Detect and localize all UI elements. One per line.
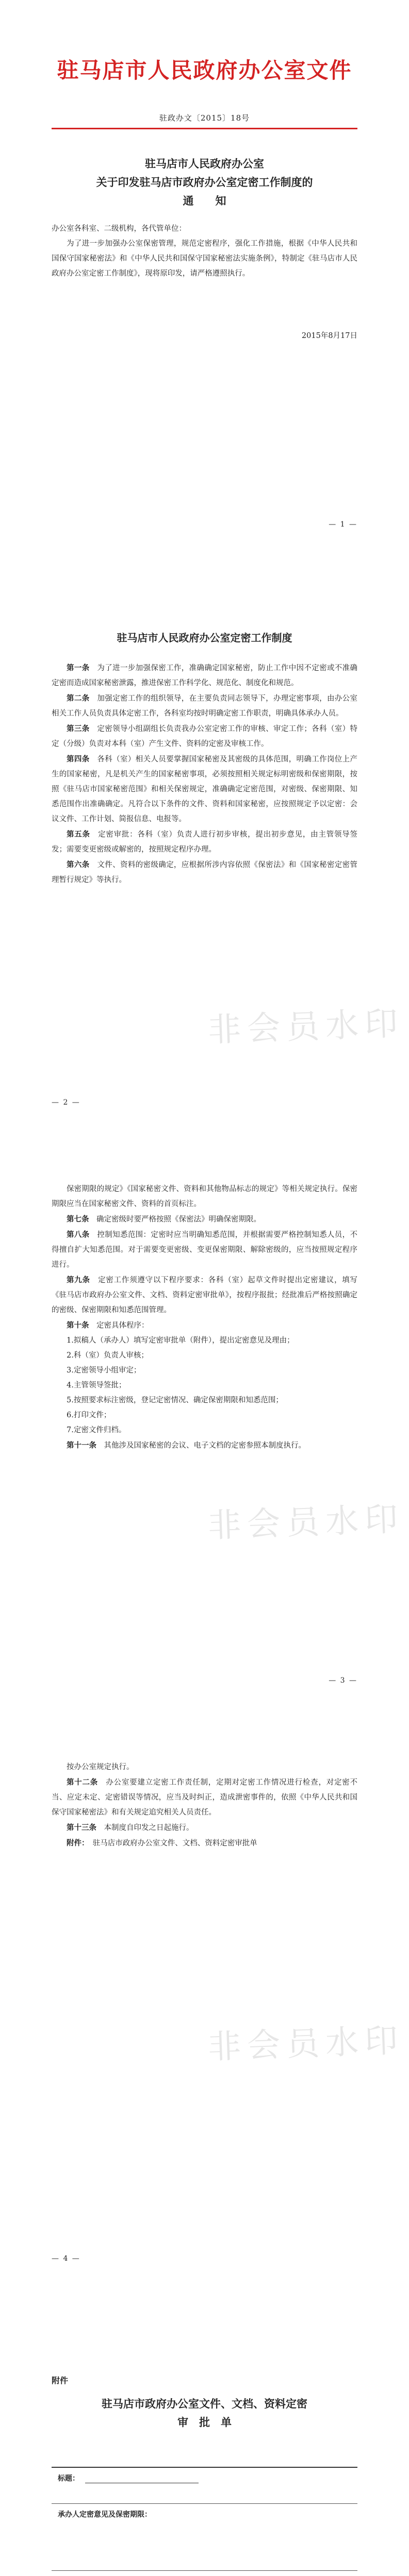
article-paragraph	[52, 1820, 357, 1836]
red-divider	[52, 128, 357, 129]
article-label: 第九条	[67, 1276, 90, 1284]
rules-body-p2	[52, 660, 357, 888]
article-text: 文件、资料的密级确定，应根据所涉内容依照《保密法》和《国家秘密定密管理暂行规定》等执行。	[52, 861, 358, 884]
form-row-label: 标题：	[58, 2475, 79, 2483]
article-paragraph	[52, 691, 357, 721]
notice-title	[52, 155, 357, 210]
page-number: — 2 —	[52, 1098, 80, 1107]
article-text: 1.拟稿人（承办人）填写定密审批单（附件），提出定密意见及理由；	[67, 1336, 295, 1345]
article-paragraph	[52, 1363, 357, 1378]
article-text: 保密期限的规定》《国家秘密文件、资料和其他物品标志的规定》等相关规定执行。保密期限应当在国家秘密文件、资料的首页标注。	[52, 1185, 357, 1208]
form-row-label: 承办人定密意见及保密期限：	[58, 2511, 152, 2519]
form-title	[52, 2395, 357, 2432]
notice-paragraph: 为了进一步加强办公室保密管理，规范定密程序，强化工作措施，根据《中华人民共和国保守国家秘密法》和《中华人民共和国保守国家秘密法实施条例》，特制定《驻马店市人民政府办公室定密工作制度》，现将原印发，请严格遵照执行。	[52, 240, 357, 278]
article-text: 6.打印文件；	[67, 1411, 111, 1419]
article-text: 定密具体程序：	[96, 1321, 149, 1330]
attachment-label: 附件	[52, 2376, 69, 2385]
article-text: 定密审批：各科（室）负责人进行初步审核，提出初步意见，由主管领导签发；需要变更密级或解密的，按照规定程序办理。	[52, 831, 358, 854]
page-1	[0, 0, 409, 578]
rules-title: 驻马店市人民政府办公室定密工作制度	[117, 632, 292, 644]
article-text: 其他涉及国家秘密的会议、电子文档的定密参照本制度执行。	[104, 1442, 306, 1450]
article-label: 第八条	[67, 1230, 90, 1239]
article-label: 第十条	[67, 1321, 89, 1330]
notice-date: 2015年8月17日	[301, 332, 357, 340]
article-paragraph	[52, 1408, 357, 1423]
article-text: 3.定密领导小组审定；	[67, 1366, 141, 1375]
article-text: 加强定密工作的组织领导，在主要负责同志领导下，办理定密事项，由办公室相关工作人员负责具体定密工作，各科室均按时明确定密工作职责，明确具体承办人员。	[52, 694, 358, 718]
article-paragraph	[52, 827, 357, 857]
article-paragraph	[52, 1348, 357, 1363]
article-label: 第一条	[67, 664, 90, 672]
rules-body-p3	[52, 1182, 357, 1453]
notice-title-line3: 通 知	[183, 194, 226, 207]
article-paragraph	[52, 721, 357, 752]
article-paragraph	[52, 660, 357, 691]
article-paragraph	[52, 752, 357, 827]
article-text: 按办公室规定执行。	[67, 1763, 134, 1771]
article-paragraph	[52, 1393, 357, 1408]
article-label: 第五条	[67, 830, 90, 839]
article-paragraph	[52, 1438, 357, 1453]
article-label: 第十一条	[67, 1441, 96, 1450]
article-paragraph	[52, 1378, 357, 1393]
watermark: 非会员水印	[207, 1005, 405, 1050]
article-paragraph	[52, 1775, 357, 1820]
notice-title-line1: 驻马店市人民政府办公室	[145, 157, 264, 170]
article-text: 定密领导小组副组长负责我办公室定密工作的审核、审定工作；各科（室）特定（分级）负责对本科（室）产生文件、资料的定密及审核工作。	[52, 725, 358, 748]
page-number: — 4 —	[52, 2255, 80, 2263]
document-header: 驻马店市人民政府办公室文件	[57, 58, 352, 83]
page-2	[0, 578, 409, 1156]
article-paragraph	[52, 1182, 357, 1212]
article-text: 5.按照要求标注密级，登记定密情况、确定保密期限和知悉范围；	[67, 1396, 283, 1404]
form-title-line2: 审 批 单	[177, 2416, 232, 2429]
article-label: 第四条	[67, 755, 90, 764]
form-title-line1: 驻马店市政府办公室文件、文档、资料定密	[102, 2397, 307, 2410]
form-row-title	[52, 2468, 357, 2504]
article-label: 第六条	[67, 860, 90, 869]
page-number: — 3 —	[329, 1676, 357, 1685]
article-paragraph	[52, 1227, 357, 1273]
article-text: 驻马店市政府办公室文件、文档、资料定密审批单	[92, 1839, 257, 1848]
approval-form	[52, 2467, 357, 2576]
article-paragraph	[52, 1333, 357, 1348]
article-text: 本制度自印发之日起施行。	[104, 1824, 194, 1832]
article-label: 第十三条	[67, 1823, 96, 1832]
article-paragraph	[52, 1318, 357, 1333]
article-text: 2.科（室）负责人审核；	[67, 1351, 149, 1360]
article-text: 为了进一步加强保密工作，准确确定国家秘密，防止工作中因不定密或不准确定密而造成国家秘密泄露，推进保密工作科学化、规范化、制度化和规范。	[52, 664, 358, 687]
notice-title-line2: 关于印发驻马店市政府办公室定密工作制度的	[96, 176, 313, 189]
document-number: 驻政办文〔2015〕18号	[159, 113, 250, 123]
article-label: 第三条	[67, 724, 90, 733]
article-paragraph	[52, 1423, 357, 1438]
rules-body-p4	[52, 1760, 357, 1851]
form-row-opinion	[52, 2504, 357, 2571]
page-number: — 1 —	[329, 520, 357, 529]
article-label: 第二条	[67, 694, 90, 703]
article-text: 4.主管领导签批；	[67, 1381, 126, 1389]
watermark: 非会员水印	[207, 2022, 405, 2067]
form-underline[interactable]	[85, 2476, 199, 2483]
addressee: 办公室各科室、二级机构，各代管单位：	[52, 225, 186, 233]
page-3	[0, 1156, 409, 1734]
article-paragraph	[52, 1273, 357, 1318]
article-text: 各科（室）相关人员要掌握国家秘密及其密级的具体范围，明确工作岗位上产生的国家秘密，凡是机关产生的国家秘密事项，必须按照相关规定标明密级和保密期限，按照《驻马店市国家秘密范围》和相关保密规定，准确确定定密范围，对密级、保密期限、知悉范围作出准确确定。凡符合以下条件的文件、资料和国家秘密，应按照规定予以定密：会议文件、工作计划、简报信息、电报等。	[52, 755, 358, 823]
article-paragraph	[52, 1836, 357, 1851]
article-text: 定密工作须遵守以下程序要求：各科（室）起草文件时提出定密建议，填写《驻马店市政府办公室文件、文档、资料定密审批单》，按程序报批；经批准后严格按照确定的密级、保密期限和知悉范围管理。	[52, 1276, 358, 1314]
article-text: 7.定密文件归档。	[67, 1426, 126, 1434]
article-label: 第十二条	[67, 1778, 99, 1787]
article-text: 控制知悉范围：定密时应当明确知悉范围，并根据需要严格控制知悉人员，不得擅自扩大知悉范围。对于需要变更密级、变更保密期限、解除密级的，应当按照规定程序进行。	[52, 1231, 358, 1269]
page-4	[0, 1734, 409, 2312]
article-paragraph	[52, 857, 357, 888]
watermark: 非会员水印	[207, 1500, 405, 1546]
article-text: 确定密级时要严格按照《保密法》明确保密期限。	[96, 1215, 261, 1224]
page-5	[0, 2312, 409, 2576]
article-text: 办公室要建立定密工作责任制，定期对定密工作情况进行检查，对定密不当、应定未定、定密错误等情况，应当及时纠正，造成泄密事件的，依照《中华人民共和国保守国家秘密法》和有关规定追究相关人员责任。	[52, 1778, 358, 1817]
notice-body	[52, 222, 357, 281]
form-row-dept-review	[52, 2571, 357, 2576]
article-paragraph	[52, 1212, 357, 1227]
article-label: 附件：	[67, 1839, 86, 1848]
article-label: 第七条	[67, 1215, 89, 1224]
article-paragraph	[52, 1760, 357, 1775]
